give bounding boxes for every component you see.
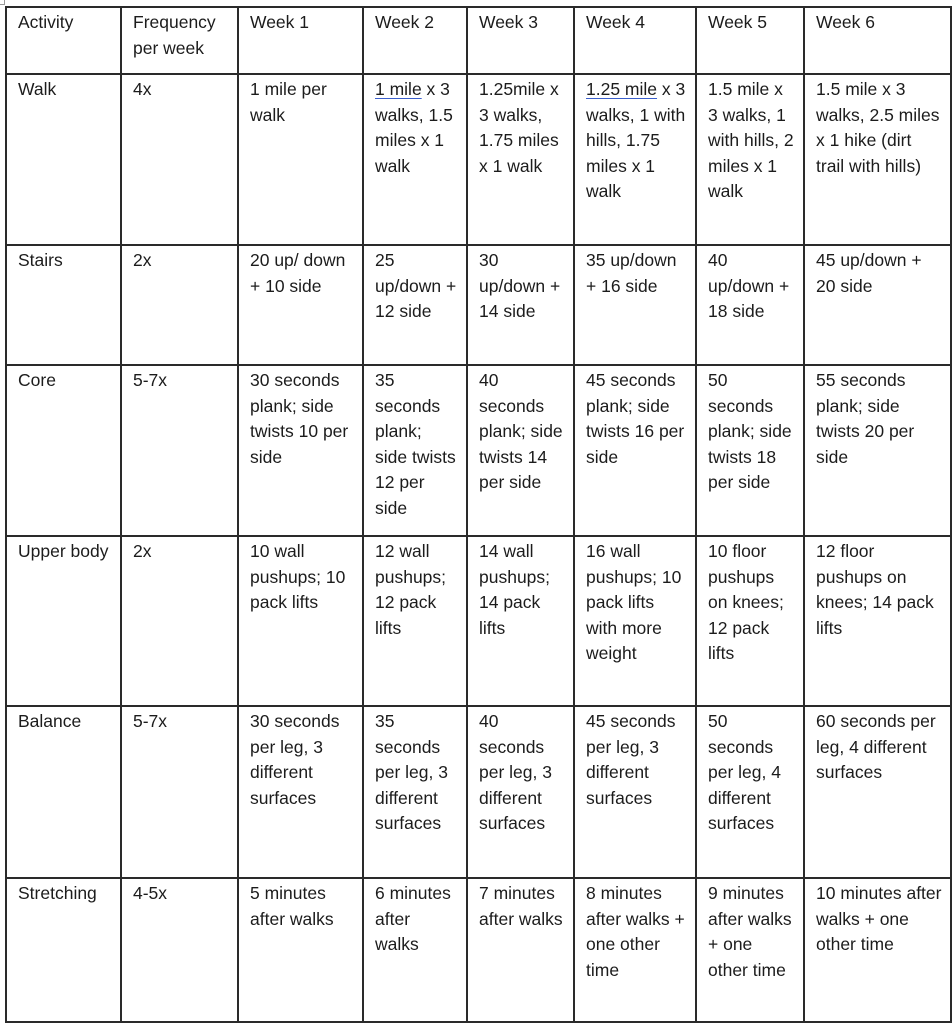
week-cell[interactable]: 16 wall pushups; 10 pack lifts with more weight — [574, 536, 696, 706]
table-row — [6, 878, 951, 1022]
table-row — [6, 536, 951, 706]
week-cell[interactable]: 8 minutes after walks + one other time — [574, 878, 696, 1022]
header-cell[interactable]: Week 4 — [574, 7, 696, 74]
week-cell[interactable]: 30 seconds per leg, 3 different surfaces — [238, 706, 363, 878]
frequency-cell[interactable]: 4-5x — [121, 878, 238, 1022]
week-cell[interactable]: 40 seconds plank; side twists 14 per side — [467, 365, 574, 536]
header-cell[interactable]: Week 3 — [467, 7, 574, 74]
table-row — [6, 245, 951, 365]
header-row — [6, 7, 951, 74]
header-cell[interactable]: Week 5 — [696, 7, 804, 74]
week-cell[interactable]: 14 wall pushups; 14 pack lifts — [467, 536, 574, 706]
week-cell[interactable]: 30 seconds plank; side twists 10 per side — [238, 365, 363, 536]
spellcheck-flagged-text[interactable]: 1 mile — [375, 79, 422, 99]
frequency-cell[interactable]: 5-7x — [121, 706, 238, 878]
week-cell[interactable]: 60 seconds per leg, 4 different surfaces — [804, 706, 951, 878]
week-cell[interactable]: 7 minutes after walks — [467, 878, 574, 1022]
header-cell[interactable]: Week 6 — [804, 7, 951, 74]
week-cell[interactable]: 1.25 mile x 3 walks, 1 with hills, 1.75 miles x 1 walk — [574, 74, 696, 245]
week-cell[interactable]: 10 minutes after walks + one other time — [804, 878, 951, 1022]
week-cell[interactable]: 1 mile x 3 walks, 1.5 miles x 1 walk — [363, 74, 467, 245]
week-cell[interactable]: 12 floor pushups on knees; 14 pack lifts — [804, 536, 951, 706]
week-cell[interactable]: 10 floor pushups on knees; 12 pack lifts — [696, 536, 804, 706]
week-cell[interactable]: 45 seconds per leg, 3 different surfaces — [574, 706, 696, 878]
week-cell[interactable]: 40 seconds per leg, 3 different surfaces — [467, 706, 574, 878]
header-cell[interactable]: Activity — [6, 7, 121, 74]
exercise-plan-table — [5, 6, 952, 1023]
week-cell[interactable]: 1 mile per walk — [238, 74, 363, 245]
week-cell[interactable]: 1.5 mile x 3 walks, 2.5 miles x 1 hike (dirt trail with hills) — [804, 74, 951, 245]
activity-cell[interactable]: Stairs — [6, 245, 121, 365]
week-cell[interactable]: 1.5 mile x 3 walks, 1 with hills, 2 miles x 1 walk — [696, 74, 804, 245]
week-cell[interactable]: 35 up/down + 16 side — [574, 245, 696, 365]
week-cell[interactable]: 55 seconds plank; side twists 20 per side — [804, 365, 951, 536]
activity-cell[interactable]: Stretching — [6, 878, 121, 1022]
week-cell[interactable]: 50 seconds plank; side twists 18 per side — [696, 365, 804, 536]
frequency-cell[interactable]: 2x — [121, 245, 238, 365]
activity-cell[interactable]: Walk — [6, 74, 121, 245]
frequency-cell[interactable]: 2x — [121, 536, 238, 706]
week-cell[interactable]: 30 up/down + 14 side — [467, 245, 574, 365]
week-cell[interactable]: 10 wall pushups; 10 pack lifts — [238, 536, 363, 706]
week-cell[interactable]: 6 minutes after walks — [363, 878, 467, 1022]
week-cell[interactable]: 25 up/down + 12 side — [363, 245, 467, 365]
header-cell[interactable]: Week 1 — [238, 7, 363, 74]
week-cell[interactable]: 12 wall pushups; 12 pack lifts — [363, 536, 467, 706]
frequency-cell[interactable]: 4x — [121, 74, 238, 245]
spellcheck-flagged-text[interactable]: 1.25 mile — [586, 79, 658, 99]
activity-cell[interactable]: Core — [6, 365, 121, 536]
week-cell[interactable]: 50 seconds per leg, 4 different surfaces — [696, 706, 804, 878]
activity-cell[interactable]: Upper body — [6, 536, 121, 706]
week-cell[interactable]: 40 up/down + 18 side — [696, 245, 804, 365]
week-cell[interactable]: 45 up/down + 20 side — [804, 245, 951, 365]
activity-cell[interactable]: Balance — [6, 706, 121, 878]
week-cell[interactable]: 45 seconds plank; side twists 16 per side — [574, 365, 696, 536]
week-cell[interactable]: 9 minutes after walks + one other time — [696, 878, 804, 1022]
frequency-cell[interactable]: 5-7x — [121, 365, 238, 536]
week-cell[interactable]: 35 seconds plank; side twists 12 per side — [363, 365, 467, 536]
week-cell[interactable]: 1.25mile x 3 walks, 1.75 miles x 1 walk — [467, 74, 574, 245]
table-row — [6, 74, 951, 245]
header-cell[interactable]: Frequency per week — [121, 7, 238, 74]
table-row — [6, 365, 951, 536]
header-cell[interactable]: Week 2 — [363, 7, 467, 74]
week-cell[interactable]: 20 up/ down + 10 side — [238, 245, 363, 365]
table-row — [6, 706, 951, 878]
week-cell[interactable]: 5 minutes after walks — [238, 878, 363, 1022]
page-corner-mark — [0, 0, 5, 5]
week-cell[interactable]: 35 seconds per leg, 3 different surfaces — [363, 706, 467, 878]
